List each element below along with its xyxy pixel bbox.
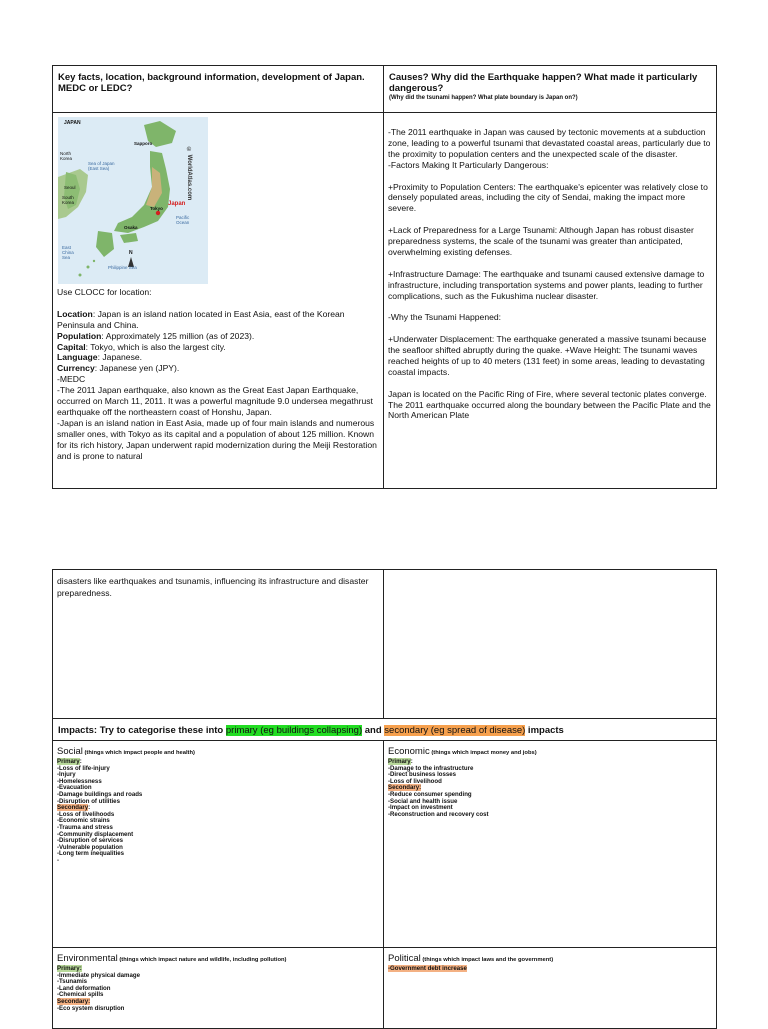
key-facts-header bbox=[58, 72, 378, 94]
causes-para-3: +Proximity to Population Centers: The earthquake's epicenter was relatively close to densely populated areas, including the city of Sendai, making the impact more severe. bbox=[388, 181, 708, 214]
key-facts-header-text: Key facts, location, background information, development of Japan. MEDC or LEDC? bbox=[58, 72, 365, 94]
causes-para-5: +Infrastructure Damage: The earthquake and tsunami caused extensive damage to infrastructure, including transportation systems and power plants, leading to further complications, such as the Fukushima nuclear disaster. bbox=[388, 268, 705, 301]
map-label-east-china-sea: East China Sea bbox=[62, 245, 74, 260]
causes-header-text: Causes? Why did the Earthquake happen? What made it particularly dangerous? bbox=[389, 72, 698, 94]
environmental-primary-label: Primary: bbox=[57, 965, 82, 972]
list-item: -Trauma and stress bbox=[57, 823, 113, 831]
shikoku bbox=[120, 233, 138, 243]
map-label-south-korea: South Korea bbox=[62, 195, 75, 205]
list-item: -Long term inequalities bbox=[57, 850, 125, 858]
list-item: -Loss of livelihoods bbox=[57, 810, 115, 818]
political-list bbox=[388, 966, 714, 973]
map-label-tokyo: Tokyo bbox=[150, 206, 163, 211]
language-line bbox=[57, 352, 381, 363]
economic-list bbox=[388, 759, 714, 818]
economic-primary-label: Primary bbox=[388, 758, 411, 765]
map-label-osaka: Osaka bbox=[124, 225, 138, 230]
map-label-philippine-sea: Philippine Sea bbox=[108, 265, 137, 270]
social-cell bbox=[57, 746, 381, 944]
currency-label: Currency bbox=[57, 363, 95, 374]
list-item: -Disruption of services bbox=[57, 837, 124, 845]
secondary-highlight: secondary (eg spread of disease) bbox=[384, 725, 526, 736]
economic-title: Economic bbox=[388, 746, 430, 757]
social-primary-colon: : bbox=[79, 758, 82, 765]
economic-primary-colon: : bbox=[410, 758, 413, 765]
kyushu bbox=[96, 231, 114, 257]
capital-text: : Tokyo, which is also the largest city. bbox=[85, 341, 226, 352]
economic-cell bbox=[388, 746, 714, 944]
earthquake-summary: -The 2011 Japan earthquake, also known as the Great East Japan Earthquake, occurred on March 11, 2011. It was a powerful magnitude 9.0 undersea megathrust earthquake off the northeastern coast of Honshu, Japan. bbox=[57, 385, 373, 417]
impacts-table bbox=[52, 569, 717, 1029]
list-item: -Immediate physical damage bbox=[57, 971, 140, 979]
causes-para-2: -Factors Making It Particularly Dangerous: bbox=[388, 159, 549, 170]
population-text: : Approximately 125 million (as of 2023). bbox=[101, 330, 255, 341]
list-item: -Direct business losses bbox=[388, 771, 457, 779]
causes-para-7: +Underwater Displacement: The earthquake generated a massive tsunami because the seafloor shifted abruptly during the quake. +Wave Height: The tsunami waves reached heights of up to 40 meters (131 feet) in some areas, leading to devastating coastal impacts. bbox=[388, 334, 707, 377]
causes-subheader: (Why did the tsunami happen? What plate boundary is Japan on?) bbox=[389, 95, 578, 101]
map-watermark: © WorldAtlas.com bbox=[186, 147, 192, 201]
social-secondary-colon: : bbox=[88, 804, 91, 812]
capital-label: Capital bbox=[57, 341, 86, 352]
list-item: -Injury bbox=[57, 771, 76, 779]
list-item: -Vulnerable population bbox=[57, 843, 123, 851]
map-compass-label: N bbox=[129, 250, 133, 256]
clocc-line: Use CLOCC for location: bbox=[57, 287, 152, 297]
japan-map bbox=[58, 117, 208, 284]
language-text: : Japanese. bbox=[97, 352, 143, 363]
population-line bbox=[57, 331, 381, 342]
list-item: -Tsunamis bbox=[57, 978, 88, 986]
environmental-list bbox=[57, 966, 381, 1012]
list-item: -Community displacement bbox=[57, 830, 134, 838]
map-title: JAPAN bbox=[64, 120, 81, 126]
social-secondary-label: Secondary bbox=[57, 804, 89, 812]
language-label: Language bbox=[57, 352, 98, 363]
social-title: Social bbox=[57, 746, 83, 757]
list-item: -Reconstruction and recovery cost bbox=[388, 810, 489, 818]
causes-para-4: +Lack of Preparedness for a Large Tsunami: Although Japan has robust disaster preparedness systems, the scale of the tsunami was greater than anticipated, overwhelming existing defenses. bbox=[388, 225, 694, 257]
continuation-text: disasters like earthquakes and tsunamis, influencing its infrastructure and disaster preparedness. bbox=[57, 576, 369, 599]
political-sub: (things which impact laws and the government) bbox=[420, 957, 554, 963]
social-sub: (things which impact people and health) bbox=[82, 750, 195, 756]
map-label-north-korea: North Korea bbox=[60, 151, 73, 161]
political-cell bbox=[388, 953, 714, 1028]
list-item: -Economic strains bbox=[57, 817, 110, 825]
map-label-sea-of-japan: Sea of Japan (East Sea) bbox=[88, 161, 115, 171]
impacts-header bbox=[58, 725, 713, 736]
list-item: -Damage to the infrastructure bbox=[388, 764, 474, 772]
currency-text: : Japanese yen (JPY). bbox=[94, 363, 180, 374]
list-item: -Land deformation bbox=[57, 984, 111, 992]
japan-summary: -Japan is an island nation in East Asia, made up of four main islands and numerous smaller ones, with Tokyo as its capital and a population of about 125 million. Known for its rich history, Japan underwent rapid modernization during the Meiji Restoration and is prone to natural bbox=[57, 417, 377, 461]
location-line bbox=[57, 309, 381, 331]
causes-header bbox=[389, 72, 714, 102]
environmental-secondary-label: Secondary: bbox=[57, 997, 91, 1005]
causes-para-6: -Why the Tsunami Happened: bbox=[388, 312, 502, 323]
list-item: -Loss of livelihood bbox=[388, 777, 442, 785]
population-label: Population bbox=[57, 330, 102, 341]
capital-line bbox=[57, 342, 381, 353]
environmental-title: Environmental bbox=[57, 953, 118, 964]
list-item: -Loss of life-injury bbox=[57, 764, 110, 772]
impacts-header-pre: Impacts: Try to categorise these into bbox=[58, 725, 226, 736]
map-label-seoul: Seoul bbox=[64, 185, 76, 190]
list-item: -Homelessness bbox=[57, 777, 102, 785]
list-item: -Damage buildings and roads bbox=[57, 790, 143, 798]
economic-sub: (things which impact money and jobs) bbox=[429, 750, 537, 756]
map-label-sapporo: Sapporo bbox=[134, 141, 153, 146]
medc-line: -MEDC bbox=[57, 374, 86, 385]
list-item: -Eco system disruption bbox=[57, 1004, 125, 1012]
continuation-cell bbox=[57, 575, 381, 599]
impacts-header-post: impacts bbox=[525, 725, 564, 736]
social-list bbox=[57, 759, 381, 865]
environmental-cell bbox=[57, 953, 381, 1028]
list-item: -Social and health issue bbox=[388, 797, 458, 805]
causes-para-1: -The 2011 earthquake in Japan was caused by tectonic movements at a subduction zone, leading to a powerful tsunami that devastated coastal areas, particularly due to the proximity to population centers and the unexpected scale of the disaster. bbox=[388, 127, 711, 159]
environmental-sub: (things which impact nature and wildlife, including pollution) bbox=[117, 957, 287, 963]
tokyo-marker bbox=[156, 211, 160, 215]
currency-line bbox=[57, 363, 381, 374]
primary-highlight: primary (eg buildings collapsing) bbox=[225, 725, 363, 736]
key-facts-body bbox=[57, 287, 381, 487]
economic-heading bbox=[388, 746, 714, 759]
list-item: -Impact on investment bbox=[388, 804, 453, 812]
map-label-pacific: Pacific Ocean bbox=[176, 215, 190, 225]
location-label: Location bbox=[57, 308, 93, 319]
map-label-japan: Japan bbox=[168, 201, 186, 207]
list-item: -Disruption of utilities bbox=[57, 797, 120, 805]
environmental-heading bbox=[57, 953, 381, 966]
political-item: -Government debt increase bbox=[388, 965, 467, 972]
social-heading bbox=[57, 746, 381, 759]
location-text: : Japan is an island nation located in East Asia, east of the Korean Peninsula and China. bbox=[57, 308, 345, 330]
economic-secondary-label: Secondary: bbox=[388, 784, 422, 792]
causes-body bbox=[388, 127, 714, 487]
political-title: Political bbox=[388, 953, 421, 964]
list-item: - bbox=[57, 856, 60, 864]
list-item: -Chemical spills bbox=[57, 991, 104, 999]
causes-para-8: Japan is located on the Pacific Ring of Fire, where several tectonic plates converge. The 2011 earthquake occurred along the boundary between the Pacific Plate and the North American Plate bbox=[388, 388, 711, 421]
social-primary-label: Primary bbox=[57, 758, 80, 765]
list-item: -Evacuation bbox=[57, 784, 92, 792]
list-item: -Reduce consumer spending bbox=[388, 790, 472, 798]
impacts-header-mid: and bbox=[362, 725, 385, 736]
